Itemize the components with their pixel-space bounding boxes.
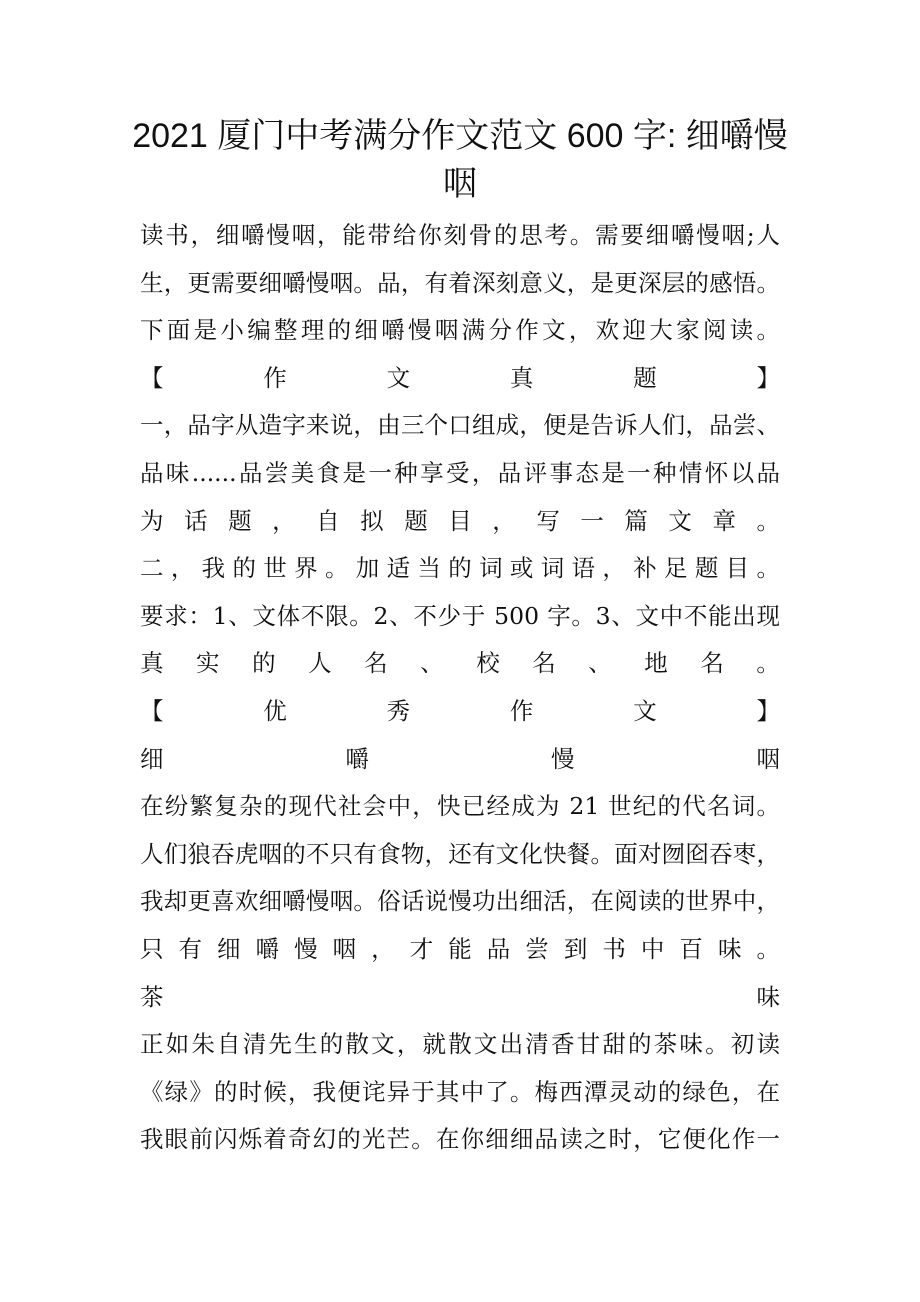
title-line-1: 2021 厦门中考满分作文范文 600 字: 细嚼慢 [132, 117, 788, 155]
text-line: 茶 味 [140, 982, 780, 1011]
text-line: 要求：1、文体不限。2、不少于 500 字。3、文中不能出现 [140, 601, 780, 630]
text-line: 细 嚼 慢 咽 [140, 744, 780, 773]
text-line: 下面是小编整理的细嚼慢咽满分作文，欢迎大家阅读。 [140, 316, 780, 345]
text-line: 人们狼吞虎咽的不只有食物，还有文化快餐。面对囫囵吞枣， [140, 839, 780, 868]
text-line: 读书，细嚼慢咽，能带给你刻骨的思考。需要细嚼慢咽;人 [140, 221, 780, 249]
text-line: 为话题，自拟题目，写一篇文章。 [140, 506, 780, 535]
text-line: 一，品字从造字来说，由三个口组成，便是告诉人们，品尝、 [140, 411, 780, 440]
text-line: 只有细嚼慢咽，才能品尝到书中百味。 [140, 934, 780, 963]
text-line: 在纷繁复杂的现代社会中，快已经成为 21 世纪的代名词。 [140, 792, 780, 821]
text-line: 《绿》的时候，我便诧异于其中了。梅西潭灵动的绿色，在 [140, 1077, 780, 1106]
document-body [140, 212, 780, 1164]
text-line: 我眼前闪烁着奇幻的光芒。在你细细品读之时，它便化作一 [140, 1125, 780, 1154]
text-line: 生，更需要细嚼慢咽。品，有着深刻意义，是更深层的感悟。 [140, 268, 780, 297]
text-line: 二，我的世界。加适当的词或词语，补足题目。 [140, 554, 780, 583]
text-line: 我却更喜欢细嚼慢咽。俗话说慢功出细活，在阅读的世界中， [140, 887, 780, 916]
text-line: 真 实 的 人 名 、 校 名 、 地 名 。 [140, 649, 780, 678]
section-heading: 【优秀作文】 [140, 696, 780, 725]
document-title [120, 112, 800, 208]
text-line: 品味......品尝美食是一种享受，品评事态是一种情怀以品 [140, 458, 780, 487]
section-heading: 【作文真题】 [140, 363, 780, 392]
text-line: 正如朱自清先生的散文，就散文出清香甘甜的茶味。初读 [140, 1030, 780, 1059]
title-line-2: 咽 [443, 165, 477, 203]
